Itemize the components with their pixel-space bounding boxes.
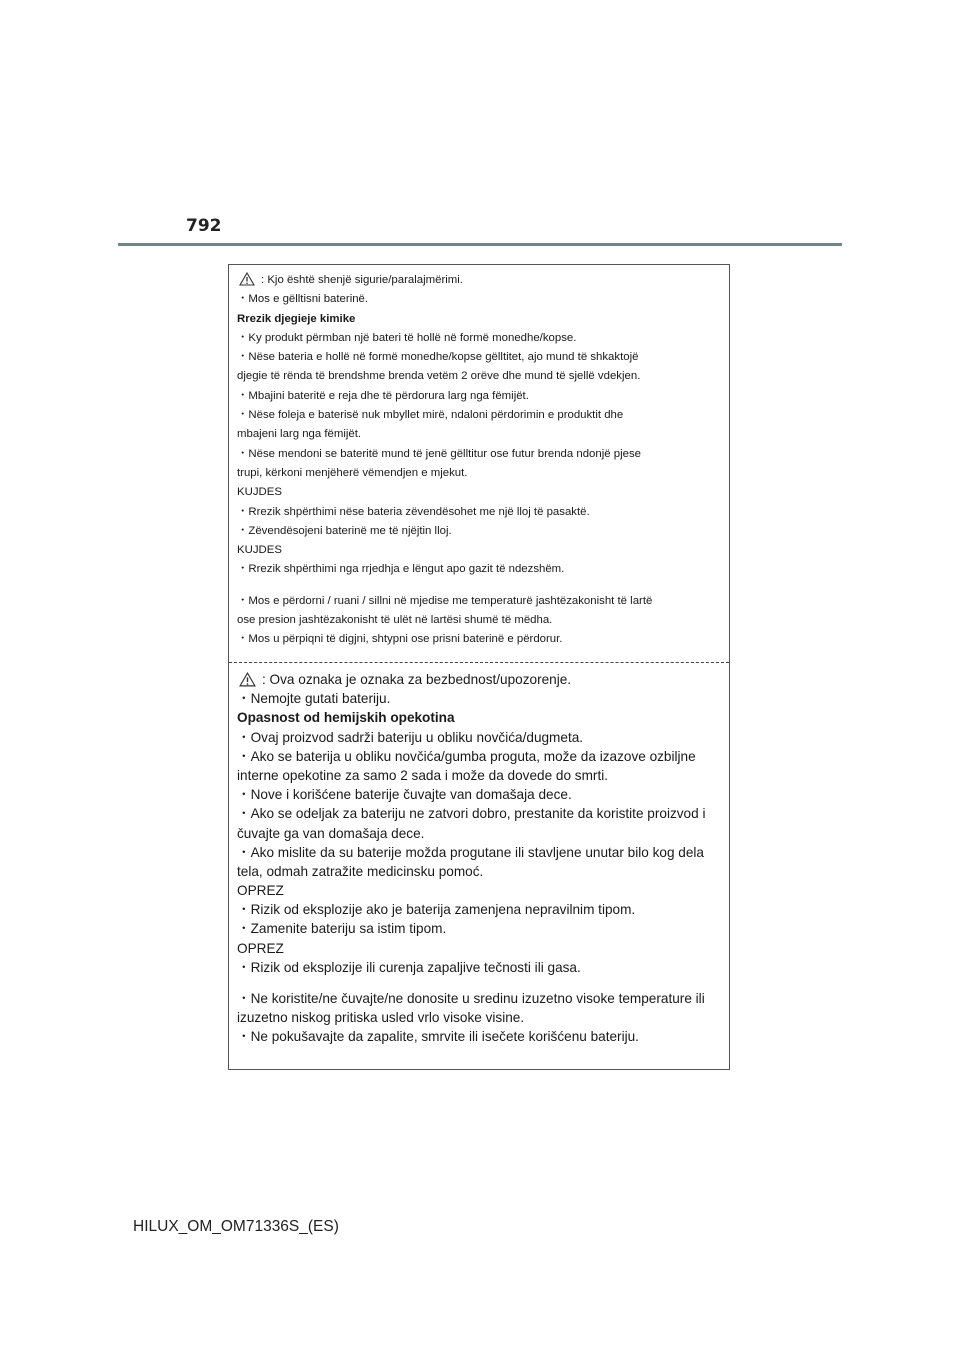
albanian-safety-symbol-text: : Kjo është shenjë sigurie/paralajmërimi. (261, 274, 463, 286)
serbian-line: ・Nemojte gutati bateriju. (237, 691, 391, 707)
serbian-line: ・Ovaj proizvod sadrži bateriju u obliku novčića/dugmeta. (237, 729, 584, 745)
albanian-line: ・Nëse mendoni se bateritë mund të jenë gëlltitur ose futur brenda ndonjë pjese (237, 447, 641, 460)
header-rule (118, 243, 842, 246)
section-divider (229, 662, 729, 663)
albanian-caution-heading: KUJDES (237, 486, 282, 499)
battery-warning-box (228, 264, 730, 1070)
serbian-line: tela, odmah zatražite medicinsku pomoć. (237, 863, 484, 879)
serbian-safety-symbol-line (237, 670, 723, 689)
albanian-line: ・Mos e përdorni / ruani / sillni në mjedise me temperaturë jashtëzakonisht të lartë (237, 594, 653, 607)
albanian-line: ・Ky produkt përmban një bateri të hollë në formë monedhe/kopse. (237, 331, 577, 344)
albanian-line: ・Rrezik shpërthimi nga rrjedhja e lëngut apo gazit të ndezshëm. (237, 563, 565, 576)
albanian-heading: Rrezik djegieje kimike (237, 312, 356, 325)
albanian-line: ose presion jashtëzakonisht të ulët në lartësi shumë të mëdha. (237, 614, 553, 627)
spacer (237, 580, 723, 592)
serbian-line: ・Ne pokušavajte da zapalite, smrvite ili isečete korišćenu bateriju. (237, 1029, 639, 1045)
serbian-line: čuvajte ga van domašaja dece. (237, 825, 425, 841)
albanian-line: ・Mos e gëlltisni baterinë. (237, 293, 369, 306)
albanian-line: ・Nëse foleja e baterisë nuk mbyllet mirë, ndaloni përdorimin e produktit dhe (237, 409, 624, 422)
serbian-safety-symbol-text: : Ova oznaka je oznaka za bezbednost/upozorenje. (262, 672, 572, 687)
serbian-line: ・Ne koristite/ne čuvajte/ne donosite u sredinu izuzetno visoke temperature ili (237, 991, 705, 1006)
serbian-line: interne opekotine za samo 2 sada i može da dovede do smrti. (237, 767, 609, 783)
albanian-line: ・Mbajini bateritë e reja dhe të përdorura larg nga fëmijët. (237, 389, 529, 402)
albanian-line: djegie të rënda të brendshme brenda vetëm 2 orëve dhe mund të sjellë vdekjen. (237, 370, 641, 383)
albanian-line: trupi, kërkoni menjëherë vëmendjen e mjekut. (237, 466, 468, 479)
serbian-line: ・Zamenite bateriju sa istim tipom. (237, 921, 447, 937)
serbian-line: ・Ako mislite da su baterije možda progutane ili stavljene unutar bilo kog dela (237, 844, 704, 860)
albanian-line: mbajeni larg nga fëmijët. (237, 428, 362, 441)
serbian-line: ・Rizik od eksplozije ili curenja zapaljive tečnosti ili gasa. (237, 959, 581, 975)
serbian-heading: Opasnost od hemijskih opekotina (237, 710, 455, 726)
spacer (237, 977, 723, 989)
albanian-safety-symbol-line (237, 271, 723, 290)
serbian-warning-section (237, 670, 723, 1047)
serbian-caution-heading: OPREZ (237, 940, 284, 956)
serbian-line: ・Ako se baterija u obliku novčića/gumba proguta, može da izazove ozbiljne (237, 748, 696, 764)
albanian-line: ・Zëvendësojeni baterinë me të njëjtin lloj. (237, 524, 452, 537)
albanian-caution-heading: KUJDES (237, 544, 282, 557)
albanian-line: ・Mos u përpiqni të digjni, shtypni ose prisni baterinë e përdorur. (237, 633, 563, 646)
serbian-line: ・Rizik od eksplozije ako je baterija zamenjena nepravilnim tipom. (237, 902, 636, 918)
serbian-line: ・Nove i korišćene baterije čuvajte van domašaja dece. (237, 787, 572, 803)
albanian-line: ・Rrezik shpërthimi nëse bateria zëvendësohet me një lloj të pasaktë. (237, 505, 590, 518)
page-number: 792 (186, 216, 222, 236)
albanian-warning-section (237, 271, 723, 650)
albanian-line: ・Nëse bateria e hollë në formë monedhe/kopse gëlltitet, ajo mund të shkaktojë (237, 351, 639, 364)
document-code: HILUX_OM_OM71336S_(ES) (133, 1218, 339, 1235)
serbian-line: izuzetno niskog pritiska usled vrlo visoke visine. (237, 1010, 525, 1026)
serbian-caution-heading: OPREZ (237, 883, 284, 899)
serbian-line: ・Ako se odeljak za bateriju ne zatvori dobro, prestanite da koristite proizvod i (237, 806, 706, 822)
